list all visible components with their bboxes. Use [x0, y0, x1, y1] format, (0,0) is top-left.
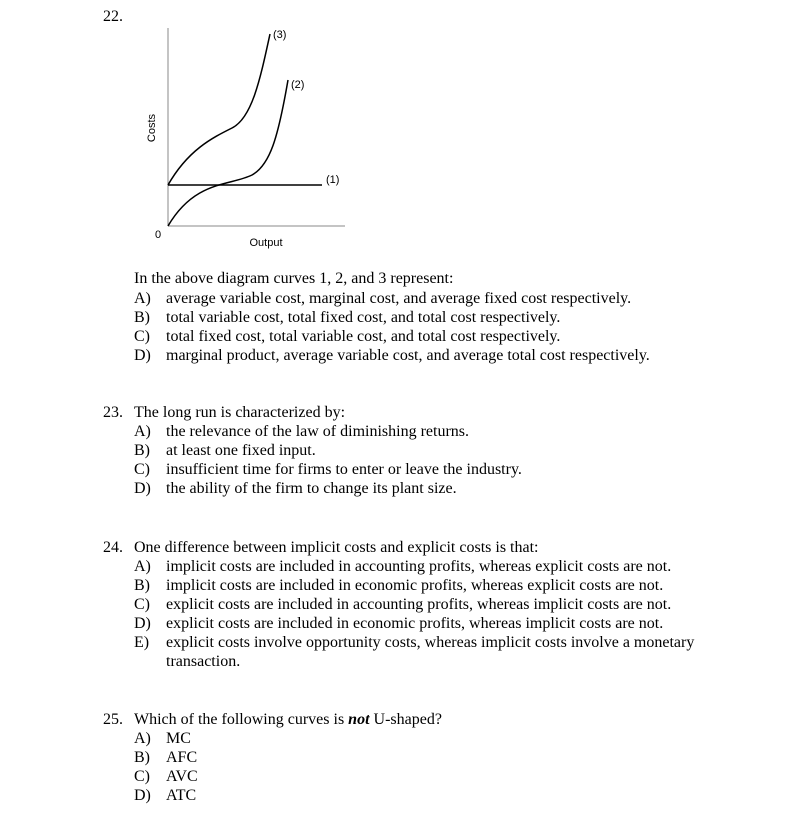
curve-3: [168, 34, 270, 185]
curve-2: [168, 80, 288, 226]
curve-2-label: (2): [291, 79, 305, 91]
option-letter: B): [134, 442, 150, 459]
option-letter: A): [134, 423, 151, 440]
option-text: ATC: [166, 787, 197, 804]
question-22-stem: In the above diagram curves 1, 2, and 3 represent:: [134, 270, 454, 287]
question-stem: [134, 710, 442, 729]
option-text: AFC: [166, 749, 198, 766]
question-stem: One difference between implicit costs and explicit costs is that:: [134, 539, 539, 556]
origin-label: 0: [154, 229, 162, 241]
question-22-number: 22.: [103, 8, 123, 25]
option-letter: C): [134, 596, 150, 613]
option-text: total fixed cost, total variable cost, and total cost respectively.: [166, 328, 561, 345]
option-text: the ability of the firm to change its plant size.: [166, 480, 457, 497]
option-text: the relevance of the law of diminishing returns.: [166, 423, 470, 440]
y-axis-label: Costs: [146, 113, 158, 143]
option-text: at least one fixed input.: [166, 442, 316, 459]
curve-1-label: (1): [326, 174, 340, 186]
option-text: insufficient time for firms to enter or leave the industry.: [166, 461, 522, 478]
option-letter: D): [134, 347, 151, 364]
question-number: 23.: [103, 404, 123, 421]
option-letter: B): [134, 749, 150, 766]
option-letter: A): [134, 290, 151, 307]
option-letter: C): [134, 768, 150, 785]
option-letter: D): [134, 480, 151, 497]
option-text: total variable cost, total fixed cost, and total cost respectively.: [166, 309, 561, 326]
curve-3-label: (3): [273, 29, 287, 41]
stem-after: U-shaped?: [369, 711, 442, 728]
option-letter: A): [134, 730, 151, 747]
option-text-continued: transaction.: [166, 653, 241, 670]
option-letter: A): [134, 558, 151, 575]
option-letter: B): [134, 309, 150, 326]
option-text: MC: [166, 730, 191, 747]
stem-emphasis: not: [348, 711, 370, 728]
option-text: AVC: [166, 768, 198, 785]
option-letter: E): [134, 634, 150, 651]
option-text: explicit costs involve opportunity costs, whereas implicit costs involve a monetary: [166, 634, 695, 651]
question-number: 24.: [103, 539, 123, 556]
option-letter: D): [134, 615, 151, 632]
stem-before: Which of the following curves is: [134, 711, 349, 728]
option-text: marginal product, average variable cost, and average total cost respectively.: [166, 347, 650, 364]
option-text: average variable cost, marginal cost, and average fixed cost respectively.: [166, 290, 632, 307]
option-text: implicit costs are included in economic profits, whereas explicit costs are not.: [166, 577, 664, 594]
option-letter: D): [134, 787, 151, 804]
cost-curves-diagram: [140, 20, 360, 252]
option-letter: C): [134, 328, 150, 345]
option-letter: C): [134, 461, 150, 478]
x-axis-label: Output: [249, 237, 283, 249]
option-text: explicit costs are included in accounting profits, whereas implicit costs are not.: [166, 596, 672, 613]
option-text: implicit costs are included in accounting profits, whereas explicit costs are not.: [166, 558, 672, 575]
question-stem: The long run is characterized by:: [134, 404, 346, 421]
option-letter: B): [134, 577, 150, 594]
option-text: explicit costs are included in economic profits, whereas implicit costs are not.: [166, 615, 664, 632]
question-number: 25.: [103, 711, 123, 728]
